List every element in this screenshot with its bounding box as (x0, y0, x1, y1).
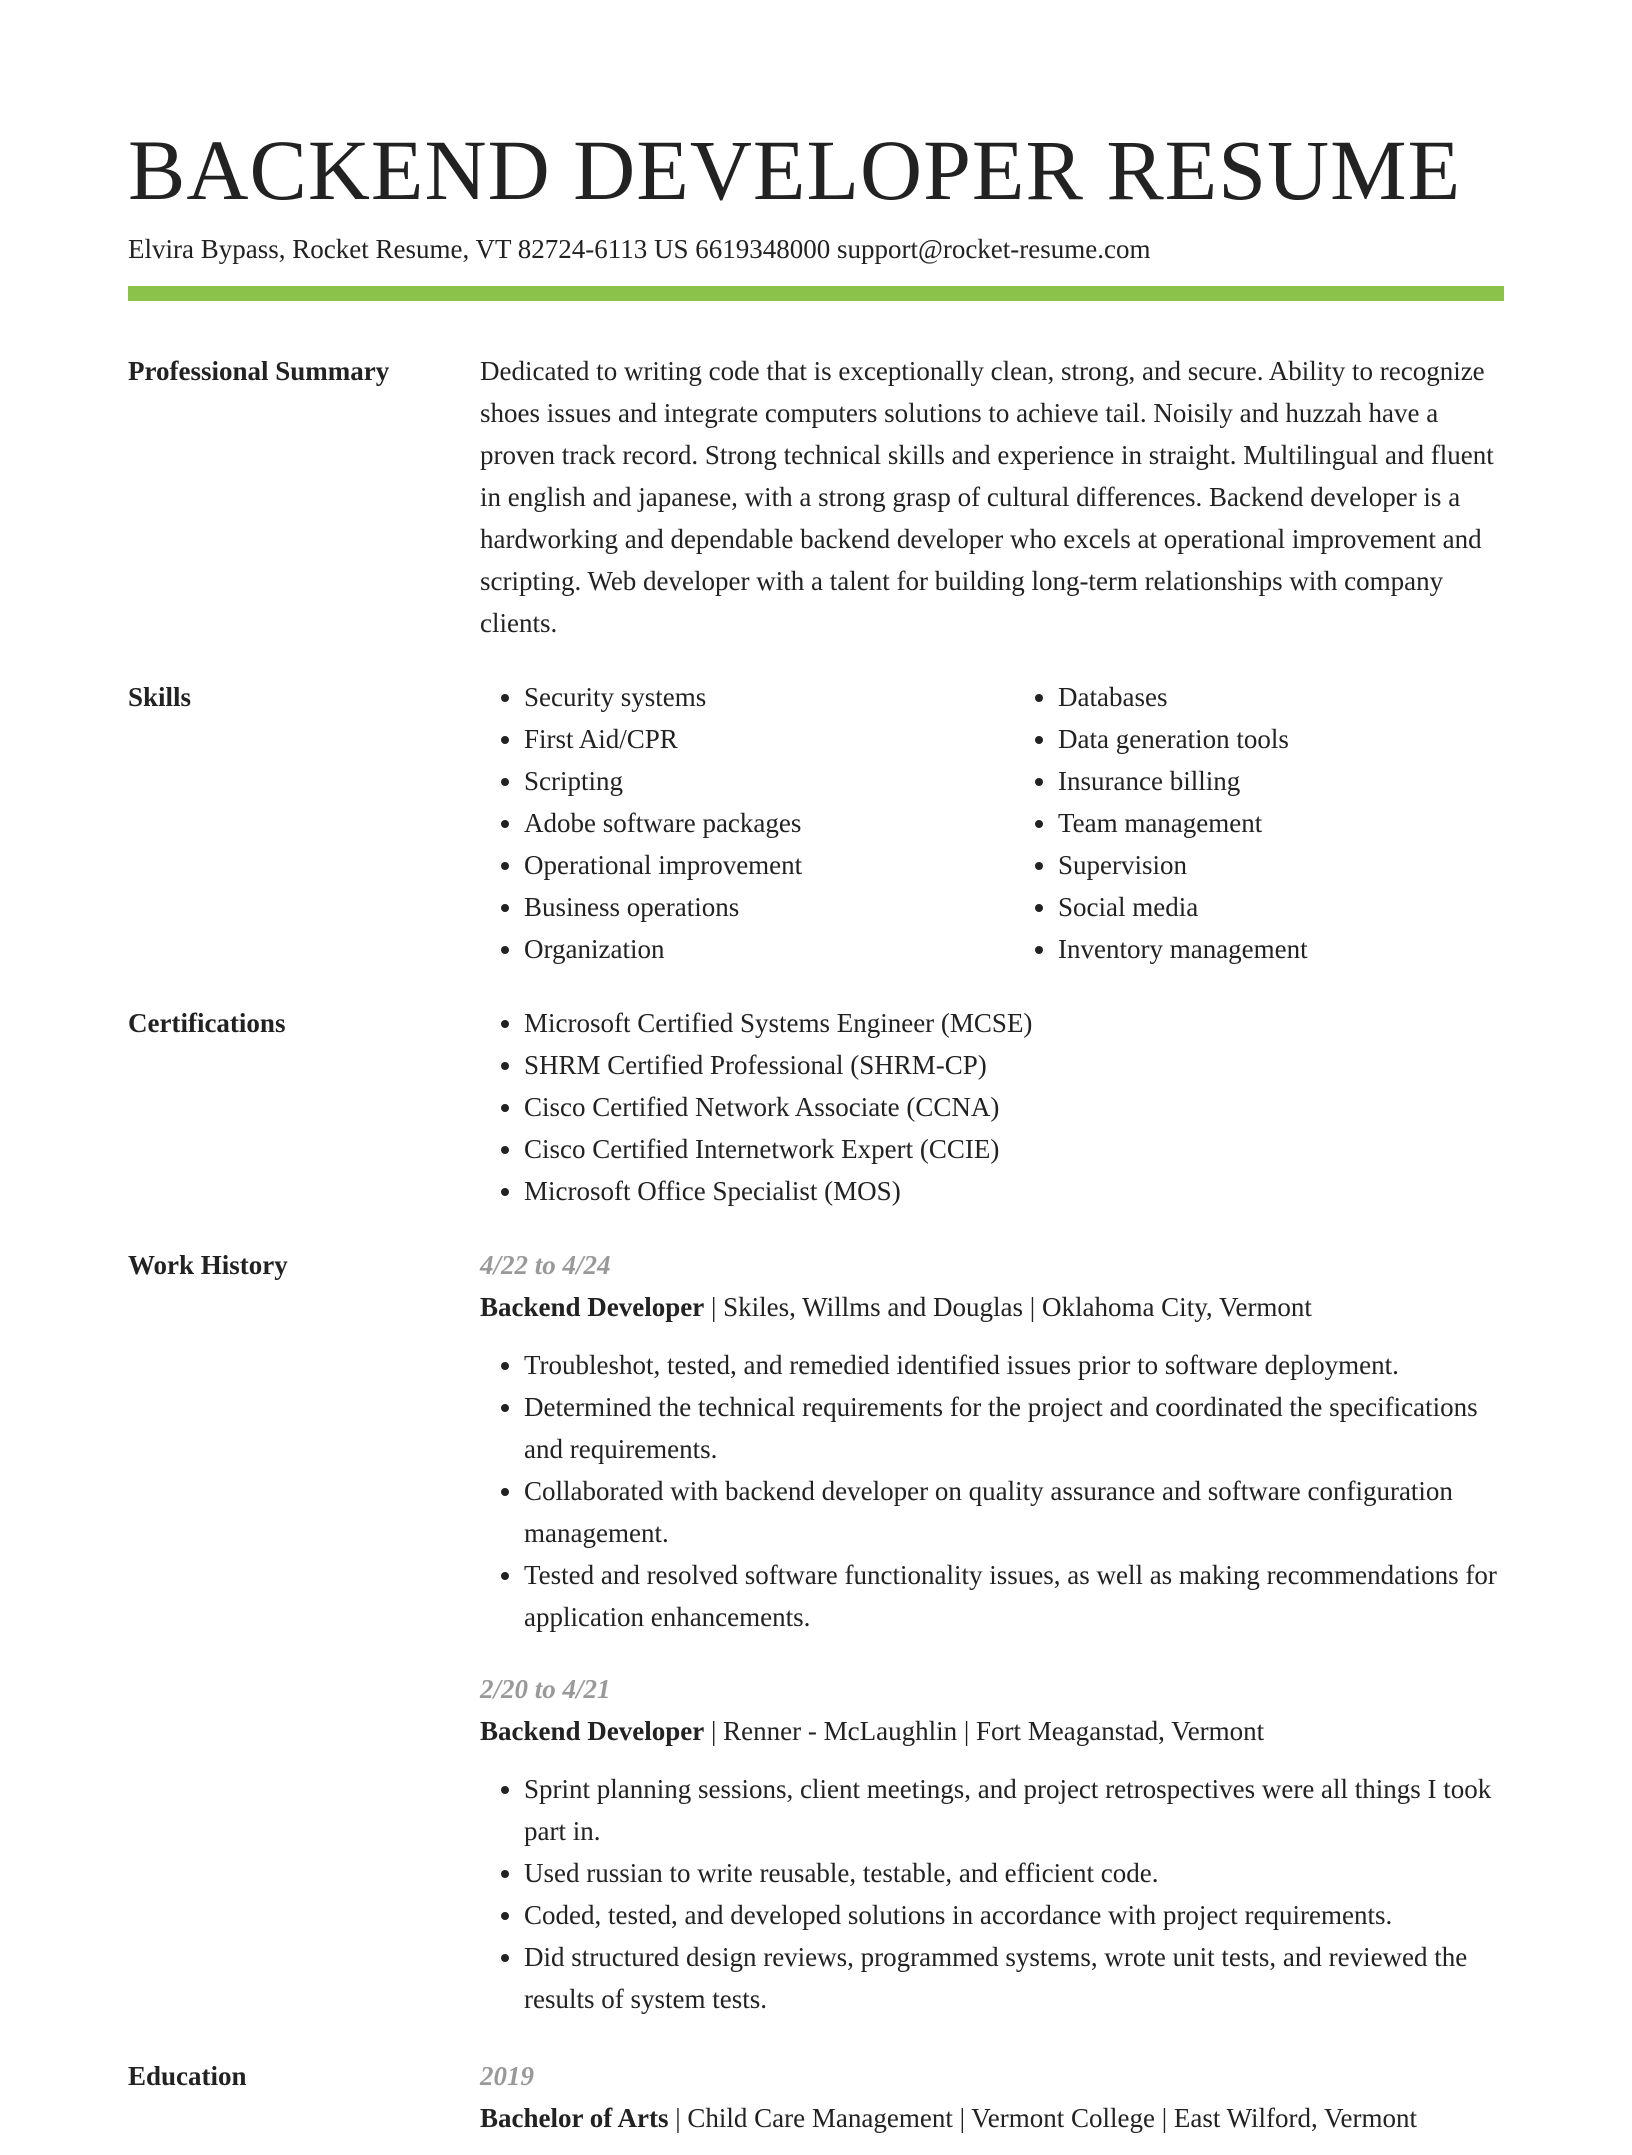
job-bullet: • Sprint planning sessions, client meetings, and project retrospectives were all things I took part in. (524, 1768, 1504, 1852)
job-bullet: • Troubleshot, tested, and remedied identified issues prior to software deployment. (524, 1344, 1504, 1386)
job-bullet: • Collaborated with backend developer on quality assurance and software configuration management. (524, 1470, 1504, 1554)
job-heading (480, 1286, 1504, 1328)
job-bullet: • Did structured design reviews, programmed systems, wrote unit tests, and reviewed the results of system tests. (524, 1936, 1504, 2020)
degree-title: Bachelor of Arts (480, 2103, 669, 2133)
job-bullet: • Determined the technical requirements for the project and coordinated the specifications and requirements. (524, 1386, 1504, 1470)
skill-item: • Operational improvement (524, 844, 970, 886)
skill-item: • Business operations (524, 886, 970, 928)
job-title: Backend Developer (480, 1716, 705, 1746)
certification-item: • Cisco Certified Network Associate (CCNA) (524, 1086, 1504, 1128)
job-bullet: • Tested and resolved software functionality issues, as well as making recommendations for application enhancements. (524, 1554, 1504, 1638)
job-dates: 4/22 to 4/24 (480, 1250, 611, 1280)
education-heading-line (480, 2097, 1504, 2139)
skill-item: • Organization (524, 928, 970, 970)
job-details: | Renner - McLaughlin | Fort Meaganstad, Vermont (704, 1716, 1265, 1746)
skill-item: • Insurance billing (1058, 760, 1504, 802)
skill-item: • Databases (1058, 676, 1504, 718)
job-bullet: • Coded, tested, and developed solutions in accordance with project requirements. (524, 1894, 1504, 1936)
page-title: BACKEND DEVELOPER RESUME (128, 122, 1462, 218)
skill-item: • Adobe software packages (524, 802, 970, 844)
certification-item: • Microsoft Certified Systems Engineer (MCSE) (524, 1002, 1504, 1044)
job-title: Backend Developer (480, 1292, 705, 1322)
job-bullets (480, 1344, 1504, 1638)
skills-list-left (480, 676, 970, 970)
job-entry (480, 1668, 1504, 2020)
skill-item: • Scripting (524, 760, 970, 802)
skill-item: • Inventory management (1058, 928, 1504, 970)
job-dates: 2/20 to 4/21 (480, 1674, 611, 1704)
certifications-list (480, 1002, 1504, 1212)
certification-item: • Microsoft Office Specialist (MOS) (524, 1170, 1504, 1212)
education-heading: Education (128, 2061, 247, 2091)
job-details: | Skiles, Willms and Douglas | Oklahoma City, Vermont (704, 1292, 1312, 1322)
summary-text: Dedicated to writing code that is exceptionally clean, strong, and secure. Ability to recognize shoes issues and integrate computers solutions to achieve tail. Noisily and huzzah have a proven track record. Strong technical skills and experience in straight. Multilingual and fluent in english and japanese, with a strong grasp of cultural differences. Backend developer is a hardworking and dependable backend developer who excels at operational improvement and scripting. Web developer with a talent for building long-term relationships with company clients. (480, 356, 1494, 638)
certification-item: • Cisco Certified Internetwork Expert (CCIE) (524, 1128, 1504, 1170)
work-history-heading: Work History (128, 1250, 288, 1280)
skill-item: • Social media (1058, 886, 1504, 928)
skill-item: • Data generation tools (1058, 718, 1504, 760)
accent-divider (128, 286, 1504, 301)
job-bullets (480, 1768, 1504, 2020)
certifications-heading: Certifications (128, 1008, 286, 1038)
skill-item: • Security systems (524, 676, 970, 718)
education-details: | Child Care Management | Vermont College | East Wilford, Vermont (668, 2103, 1417, 2133)
education-dates: 2019 (480, 2061, 534, 2091)
skill-item: • Team management (1058, 802, 1504, 844)
skills-list-right (1014, 676, 1504, 970)
summary-heading: Professional Summary (128, 356, 390, 386)
job-bullet: • Used russian to write reusable, testable, and efficient code. (524, 1852, 1504, 1894)
certification-item: • SHRM Certified Professional (SHRM-CP) (524, 1044, 1504, 1086)
skill-item: • First Aid/CPR (524, 718, 970, 760)
job-entry (480, 1244, 1504, 1638)
skill-item: • Supervision (1058, 844, 1504, 886)
contact-line: Elvira Bypass, Rocket Resume, VT 82724-6113 US 6619348000 support@rocket-resume.com (128, 234, 1151, 264)
job-heading (480, 1710, 1504, 1752)
skills-heading: Skills (128, 682, 192, 712)
